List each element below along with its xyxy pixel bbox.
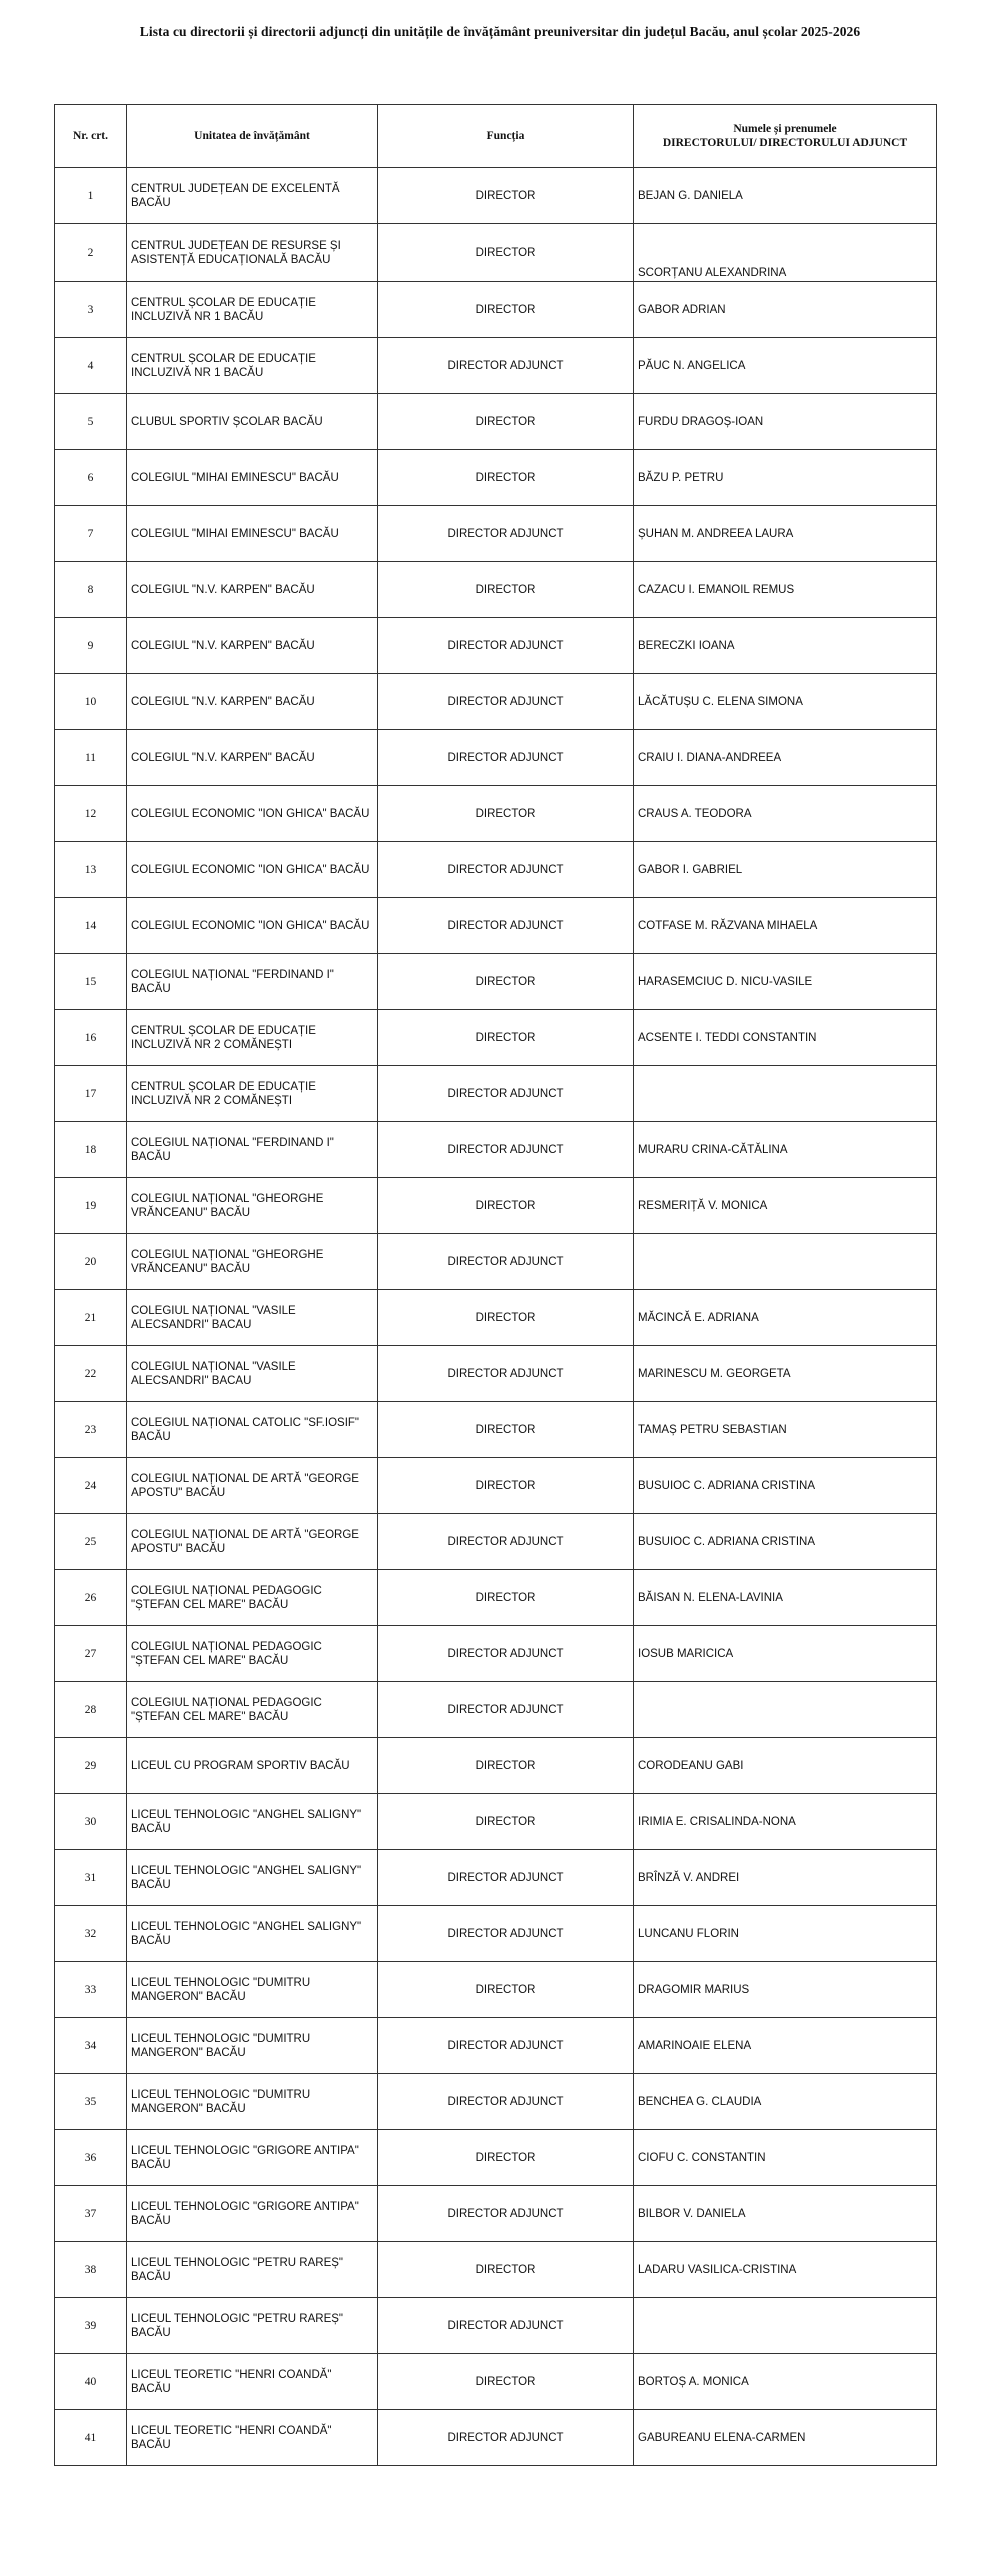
cell-unit: COLEGIUL "MIHAI EMINESCU" BACĂU bbox=[127, 506, 378, 562]
table-row bbox=[55, 2298, 937, 2354]
table-row bbox=[55, 2354, 937, 2410]
cell-unit: COLEGIUL "N.V. KARPEN" BACĂU bbox=[127, 674, 378, 730]
cell-function: DIRECTOR ADJUNCT bbox=[378, 1626, 634, 1682]
cell-name: TAMAȘ PETRU SEBASTIAN bbox=[634, 1402, 937, 1458]
cell-name: BERECZKI IOANA bbox=[634, 618, 937, 674]
cell-name: SCORȚANU ALEXANDRINA bbox=[634, 224, 937, 282]
cell-nr: 25 bbox=[55, 1514, 127, 1570]
cell-function: DIRECTOR ADJUNCT bbox=[378, 1346, 634, 1402]
cell-nr: 3 bbox=[55, 282, 127, 338]
table-row bbox=[55, 1402, 937, 1458]
cell-function: DIRECTOR ADJUNCT bbox=[378, 1122, 634, 1178]
cell-name: GABOR I. GABRIEL bbox=[634, 842, 937, 898]
cell-unit: CENTRUL JUDEȚEAN DE RESURSE ȘI ASISTENȚĂ EDUCAȚIONALĂ BACĂU bbox=[127, 224, 378, 282]
cell-unit: COLEGIUL ECONOMIC "ION GHICA" BACĂU bbox=[127, 786, 378, 842]
table-row bbox=[55, 1346, 937, 1402]
cell-nr: 35 bbox=[55, 2074, 127, 2130]
table-row bbox=[55, 730, 937, 786]
cell-function: DIRECTOR bbox=[378, 1402, 634, 1458]
cell-nr: 37 bbox=[55, 2186, 127, 2242]
cell-nr: 32 bbox=[55, 1906, 127, 1962]
table-row bbox=[55, 338, 937, 394]
cell-name bbox=[634, 1234, 937, 1290]
cell-unit: LICEUL TEHNOLOGIC "ANGHEL SALIGNY" BACĂU bbox=[127, 1794, 378, 1850]
cell-unit: COLEGIUL NAȚIONAL "VASILE ALECSANDRI" BACAU bbox=[127, 1346, 378, 1402]
header-function: Funcția bbox=[378, 105, 634, 168]
cell-unit: CENTRUL ȘCOLAR DE EDUCAȚIE INCLUZIVĂ NR 2 COMĂNEȘTI bbox=[127, 1066, 378, 1122]
cell-name: LĂCĂTUȘU C. ELENA SIMONA bbox=[634, 674, 937, 730]
cell-unit: COLEGIUL ECONOMIC "ION GHICA" BACĂU bbox=[127, 898, 378, 954]
cell-unit: CENTRUL ȘCOLAR DE EDUCAȚIE INCLUZIVĂ NR 1 BACĂU bbox=[127, 338, 378, 394]
table-row bbox=[55, 2410, 937, 2466]
cell-nr: 27 bbox=[55, 1626, 127, 1682]
cell-unit: LICEUL TEHNOLOGIC "DUMITRU MANGERON" BACĂU bbox=[127, 2074, 378, 2130]
table-row bbox=[55, 450, 937, 506]
cell-unit: LICEUL TEORETIC "HENRI COANDĂ" BACĂU bbox=[127, 2354, 378, 2410]
cell-name: CAZACU I. EMANOIL REMUS bbox=[634, 562, 937, 618]
cell-unit: CENTRUL JUDEȚEAN DE EXCELENTĂ BACĂU bbox=[127, 168, 378, 224]
cell-nr: 38 bbox=[55, 2242, 127, 2298]
cell-name bbox=[634, 1682, 937, 1738]
cell-function: DIRECTOR ADJUNCT bbox=[378, 898, 634, 954]
cell-name: FURDU DRAGOȘ-IOAN bbox=[634, 394, 937, 450]
cell-nr: 9 bbox=[55, 618, 127, 674]
cell-unit: COLEGIUL NAȚIONAL CATOLIC "SF.IOSIF" BACĂU bbox=[127, 1402, 378, 1458]
cell-nr: 11 bbox=[55, 730, 127, 786]
cell-name: IOSUB MARICICA bbox=[634, 1626, 937, 1682]
cell-unit: COLEGIUL "N.V. KARPEN" BACĂU bbox=[127, 562, 378, 618]
cell-nr: 20 bbox=[55, 1234, 127, 1290]
cell-function: DIRECTOR ADJUNCT bbox=[378, 1066, 634, 1122]
cell-nr: 14 bbox=[55, 898, 127, 954]
cell-function: DIRECTOR ADJUNCT bbox=[378, 730, 634, 786]
table-row bbox=[55, 1570, 937, 1626]
cell-name: RESMERIȚĂ V. MONICA bbox=[634, 1178, 937, 1234]
cell-unit: COLEGIUL ECONOMIC "ION GHICA" BACĂU bbox=[127, 842, 378, 898]
cell-function: DIRECTOR ADJUNCT bbox=[378, 506, 634, 562]
cell-name: DRAGOMIR MARIUS bbox=[634, 1962, 937, 2018]
cell-unit: COLEGIUL NAȚIONAL DE ARTĂ "GEORGE APOSTU" BACĂU bbox=[127, 1458, 378, 1514]
cell-name: BĂISAN N. ELENA-LAVINIA bbox=[634, 1570, 937, 1626]
cell-function: DIRECTOR bbox=[378, 2130, 634, 2186]
table-row bbox=[55, 954, 937, 1010]
cell-function: DIRECTOR bbox=[378, 1962, 634, 2018]
cell-function: DIRECTOR ADJUNCT bbox=[378, 674, 634, 730]
cell-unit: COLEGIUL NAȚIONAL PEDAGOGIC "ȘTEFAN CEL MARE" BACĂU bbox=[127, 1570, 378, 1626]
cell-unit: COLEGIUL NAȚIONAL PEDAGOGIC "ȘTEFAN CEL MARE" BACĂU bbox=[127, 1682, 378, 1738]
cell-unit: LICEUL TEORETIC "HENRI COANDĂ" BACĂU bbox=[127, 2410, 378, 2466]
cell-unit: LICEUL TEHNOLOGIC "PETRU RAREȘ" BACĂU bbox=[127, 2298, 378, 2354]
cell-nr: 28 bbox=[55, 1682, 127, 1738]
table-row bbox=[55, 1122, 937, 1178]
cell-nr: 22 bbox=[55, 1346, 127, 1402]
cell-nr: 18 bbox=[55, 1122, 127, 1178]
cell-unit: COLEGIUL NAȚIONAL DE ARTĂ "GEORGE APOSTU" BACĂU bbox=[127, 1514, 378, 1570]
cell-function: DIRECTOR bbox=[378, 1290, 634, 1346]
table-header-row bbox=[55, 105, 937, 168]
cell-name: LADARU VASILICA-CRISTINA bbox=[634, 2242, 937, 2298]
table-row bbox=[55, 1514, 937, 1570]
cell-nr: 17 bbox=[55, 1066, 127, 1122]
page-title: Lista cu directorii și directorii adjuncți din unitățile de învățământ preuniversitar din județul Bacău, anul școlar 2025-2026 bbox=[139, 24, 861, 39]
cell-nr: 29 bbox=[55, 1738, 127, 1794]
cell-nr: 34 bbox=[55, 2018, 127, 2074]
table-row bbox=[55, 2130, 937, 2186]
cell-function: DIRECTOR ADJUNCT bbox=[378, 2074, 634, 2130]
table-row bbox=[55, 674, 937, 730]
cell-function: DIRECTOR bbox=[378, 786, 634, 842]
cell-nr: 33 bbox=[55, 1962, 127, 2018]
cell-name: ȘUHAN M. ANDREEA LAURA bbox=[634, 506, 937, 562]
header-name-line2: DIRECTORULUI/ DIRECTORULUI ADJUNCT bbox=[662, 137, 908, 149]
cell-name: AMARINOAIE ELENA bbox=[634, 2018, 937, 2074]
cell-function: DIRECTOR bbox=[378, 1458, 634, 1514]
cell-unit: COLEGIUL NAȚIONAL "FERDINAND I" BACĂU bbox=[127, 954, 378, 1010]
cell-name: BUSUIOC C. ADRIANA CRISTINA bbox=[634, 1514, 937, 1570]
table-row bbox=[55, 168, 937, 224]
table-row bbox=[55, 2074, 937, 2130]
table-row bbox=[55, 2018, 937, 2074]
cell-name: MURARU CRINA-CĂTĂLINA bbox=[634, 1122, 937, 1178]
table-row bbox=[55, 618, 937, 674]
cell-unit: LICEUL TEHNOLOGIC "GRIGORE ANTIPA" BACĂU bbox=[127, 2186, 378, 2242]
cell-function: DIRECTOR bbox=[378, 224, 634, 282]
cell-unit: COLEGIUL "MIHAI EMINESCU" BACĂU bbox=[127, 450, 378, 506]
cell-name: BĂZU P. PETRU bbox=[634, 450, 937, 506]
table-row bbox=[55, 1850, 937, 1906]
cell-nr: 39 bbox=[55, 2298, 127, 2354]
cell-name: ACSENTE I. TEDDI CONSTANTIN bbox=[634, 1010, 937, 1066]
cell-unit: LICEUL TEHNOLOGIC "GRIGORE ANTIPA" BACĂU bbox=[127, 2130, 378, 2186]
cell-name: BEJAN G. DANIELA bbox=[634, 168, 937, 224]
cell-nr: 16 bbox=[55, 1010, 127, 1066]
table-row bbox=[55, 898, 937, 954]
cell-function: DIRECTOR bbox=[378, 2242, 634, 2298]
cell-name: BILBOR V. DANIELA bbox=[634, 2186, 937, 2242]
header-name-line1: Numele și prenumele bbox=[733, 123, 837, 135]
table-row bbox=[55, 1234, 937, 1290]
header-name bbox=[634, 105, 937, 168]
cell-name: CRAIU I. DIANA-ANDREEA bbox=[634, 730, 937, 786]
cell-function: DIRECTOR ADJUNCT bbox=[378, 1234, 634, 1290]
cell-nr: 10 bbox=[55, 674, 127, 730]
cell-name: CRAUS A. TEODORA bbox=[634, 786, 937, 842]
cell-unit: LICEUL TEHNOLOGIC "ANGHEL SALIGNY" BACĂU bbox=[127, 1850, 378, 1906]
cell-function: DIRECTOR bbox=[378, 168, 634, 224]
cell-nr: 7 bbox=[55, 506, 127, 562]
cell-unit: CLUBUL SPORTIV ȘCOLAR BACĂU bbox=[127, 394, 378, 450]
cell-name: GABUREANU ELENA-CARMEN bbox=[634, 2410, 937, 2466]
cell-nr: 40 bbox=[55, 2354, 127, 2410]
table-row bbox=[55, 282, 937, 338]
table-row bbox=[55, 842, 937, 898]
cell-nr: 15 bbox=[55, 954, 127, 1010]
cell-function: DIRECTOR bbox=[378, 1178, 634, 1234]
cell-function: DIRECTOR bbox=[378, 1738, 634, 1794]
cell-function: DIRECTOR ADJUNCT bbox=[378, 2018, 634, 2074]
table-row bbox=[55, 1066, 937, 1122]
header-unit: Unitatea de învățământ bbox=[127, 105, 378, 168]
table-row bbox=[55, 2186, 937, 2242]
cell-function: DIRECTOR bbox=[378, 1570, 634, 1626]
cell-name: COTFASE M. RĂZVANA MIHAELA bbox=[634, 898, 937, 954]
cell-function: DIRECTOR ADJUNCT bbox=[378, 2410, 634, 2466]
cell-unit: LICEUL TEHNOLOGIC "DUMITRU MANGERON" BACĂU bbox=[127, 2018, 378, 2074]
cell-name: HARASEMCIUC D. NICU-VASILE bbox=[634, 954, 937, 1010]
cell-unit: COLEGIUL NAȚIONAL "GHEORGHE VRĂNCEANU" BACĂU bbox=[127, 1234, 378, 1290]
table-row bbox=[55, 224, 937, 282]
table-row bbox=[55, 1962, 937, 2018]
cell-name: BORTOȘ A. MONICA bbox=[634, 2354, 937, 2410]
cell-name: LUNCANU FLORIN bbox=[634, 1906, 937, 1962]
cell-name: CORODEANU GABI bbox=[634, 1738, 937, 1794]
cell-unit: CENTRUL ȘCOLAR DE EDUCAȚIE INCLUZIVĂ NR 1 BACĂU bbox=[127, 282, 378, 338]
cell-unit: LICEUL TEHNOLOGIC "DUMITRU MANGERON" BACĂU bbox=[127, 1962, 378, 2018]
cell-unit: LICEUL TEHNOLOGIC "ANGHEL SALIGNY" BACĂU bbox=[127, 1906, 378, 1962]
cell-function: DIRECTOR ADJUNCT bbox=[378, 2298, 634, 2354]
cell-nr: 36 bbox=[55, 2130, 127, 2186]
table-row bbox=[55, 1906, 937, 1962]
table-row bbox=[55, 1010, 937, 1066]
cell-nr: 30 bbox=[55, 1794, 127, 1850]
cell-function: DIRECTOR bbox=[378, 282, 634, 338]
cell-function: DIRECTOR ADJUNCT bbox=[378, 1850, 634, 1906]
cell-nr: 31 bbox=[55, 1850, 127, 1906]
table-row bbox=[55, 1738, 937, 1794]
cell-name: IRIMIA E. CRISALINDA-NONA bbox=[634, 1794, 937, 1850]
cell-name: BENCHEA G. CLAUDIA bbox=[634, 2074, 937, 2130]
cell-name: BRÎNZĂ V. ANDREI bbox=[634, 1850, 937, 1906]
cell-name: PĂUC N. ANGELICA bbox=[634, 338, 937, 394]
cell-nr: 5 bbox=[55, 394, 127, 450]
table-row bbox=[55, 786, 937, 842]
cell-function: DIRECTOR ADJUNCT bbox=[378, 338, 634, 394]
cell-name: BUSUIOC C. ADRIANA CRISTINA bbox=[634, 1458, 937, 1514]
cell-nr: 26 bbox=[55, 1570, 127, 1626]
cell-unit: LICEUL CU PROGRAM SPORTIV BACĂU bbox=[127, 1738, 378, 1794]
cell-nr: 23 bbox=[55, 1402, 127, 1458]
table-row bbox=[55, 1458, 937, 1514]
cell-function: DIRECTOR bbox=[378, 2354, 634, 2410]
cell-nr: 6 bbox=[55, 450, 127, 506]
cell-unit: COLEGIUL "N.V. KARPEN" BACĂU bbox=[127, 730, 378, 786]
cell-function: DIRECTOR ADJUNCT bbox=[378, 842, 634, 898]
cell-function: DIRECTOR bbox=[378, 450, 634, 506]
table-row bbox=[55, 394, 937, 450]
cell-function: DIRECTOR ADJUNCT bbox=[378, 618, 634, 674]
cell-function: DIRECTOR bbox=[378, 954, 634, 1010]
cell-function: DIRECTOR ADJUNCT bbox=[378, 2186, 634, 2242]
cell-function: DIRECTOR ADJUNCT bbox=[378, 1682, 634, 1738]
table-row bbox=[55, 1178, 937, 1234]
cell-unit: COLEGIUL NAȚIONAL "FERDINAND I" BACĂU bbox=[127, 1122, 378, 1178]
cell-unit: COLEGIUL "N.V. KARPEN" BACĂU bbox=[127, 618, 378, 674]
cell-unit: LICEUL TEHNOLOGIC "PETRU RAREȘ" BACĂU bbox=[127, 2242, 378, 2298]
cell-unit: COLEGIUL NAȚIONAL "GHEORGHE VRĂNCEANU" BACĂU bbox=[127, 1178, 378, 1234]
cell-unit: COLEGIUL NAȚIONAL "VASILE ALECSANDRI" BACAU bbox=[127, 1290, 378, 1346]
table-row bbox=[55, 1290, 937, 1346]
cell-function: DIRECTOR bbox=[378, 562, 634, 618]
table-row bbox=[55, 1794, 937, 1850]
cell-nr: 8 bbox=[55, 562, 127, 618]
cell-name: GABOR ADRIAN bbox=[634, 282, 937, 338]
cell-function: DIRECTOR bbox=[378, 1010, 634, 1066]
cell-function: DIRECTOR bbox=[378, 1794, 634, 1850]
directors-table bbox=[54, 104, 937, 2466]
cell-name: MARINESCU M. GEORGETA bbox=[634, 1346, 937, 1402]
cell-nr: 1 bbox=[55, 168, 127, 224]
cell-nr: 24 bbox=[55, 1458, 127, 1514]
cell-function: DIRECTOR ADJUNCT bbox=[378, 1514, 634, 1570]
cell-unit: COLEGIUL NAȚIONAL PEDAGOGIC "ȘTEFAN CEL MARE" BACĂU bbox=[127, 1626, 378, 1682]
cell-nr: 19 bbox=[55, 1178, 127, 1234]
cell-name bbox=[634, 1066, 937, 1122]
cell-nr: 4 bbox=[55, 338, 127, 394]
table-row bbox=[55, 1682, 937, 1738]
cell-name: MĂCINCĂ E. ADRIANA bbox=[634, 1290, 937, 1346]
table-body bbox=[55, 168, 937, 2466]
header-nr: Nr. crt. bbox=[55, 105, 127, 168]
cell-nr: 13 bbox=[55, 842, 127, 898]
table-row bbox=[55, 1626, 937, 1682]
table-row bbox=[55, 506, 937, 562]
cell-name bbox=[634, 2298, 937, 2354]
cell-function: DIRECTOR bbox=[378, 394, 634, 450]
cell-unit: CENTRUL ȘCOLAR DE EDUCAȚIE INCLUZIVĂ NR 2 COMĂNEȘTI bbox=[127, 1010, 378, 1066]
cell-nr: 41 bbox=[55, 2410, 127, 2466]
cell-name: CIOFU C. CONSTANTIN bbox=[634, 2130, 937, 2186]
cell-nr: 2 bbox=[55, 224, 127, 282]
table-row bbox=[55, 562, 937, 618]
table-row bbox=[55, 2242, 937, 2298]
cell-nr: 21 bbox=[55, 1290, 127, 1346]
cell-function: DIRECTOR ADJUNCT bbox=[378, 1906, 634, 1962]
cell-nr: 12 bbox=[55, 786, 127, 842]
